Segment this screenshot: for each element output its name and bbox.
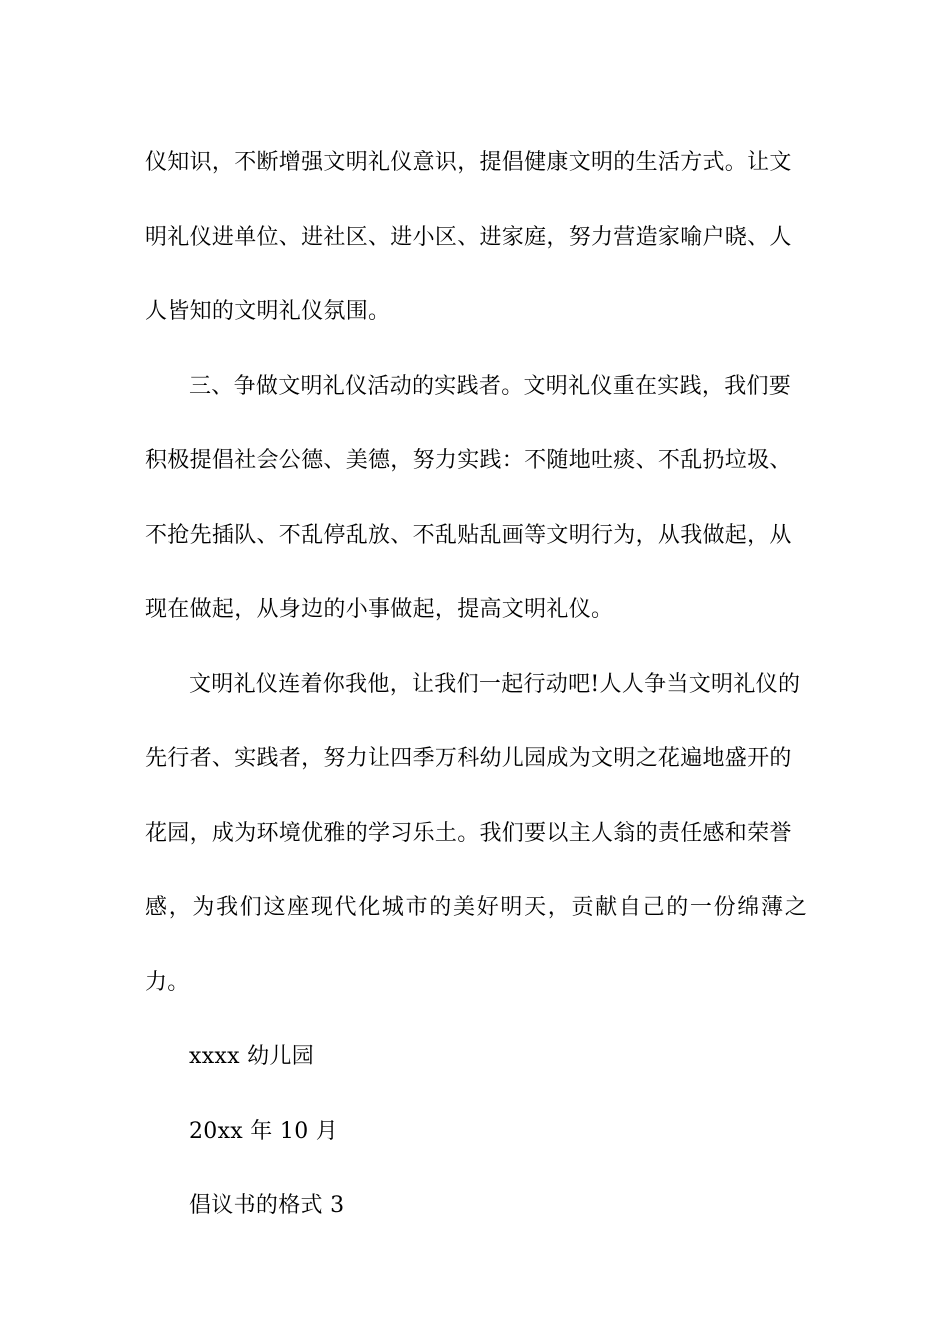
document-body [145,126,807,1244]
text-line: 不抢先插队、不乱停乱放、不乱贴乱画等文明行为，从我做起，从 [145,522,792,548]
paragraph-closing [145,648,807,1021]
paragraph-point-three [145,350,807,648]
text-line: 现在做起，从身边的小事做起，提高文明礼仪。 [145,597,614,622]
text-line: 先行者、实践者，努力让四季万科幼儿园成为文明之花遍地盛开的 [145,746,792,771]
text-line: 感，为我们这座现代化城市的美好明天，贡献自己的一份绵薄之力。 [145,895,807,995]
signature: xxxx 幼儿园 [189,1044,315,1069]
text-line: 仪知识，不断增强文明礼仪意识，提倡健康文明的生活方式。让文 [145,150,792,175]
text-line: 三、争做文明礼仪活动的实践者。文明礼仪重在实践，我们要 [189,373,792,399]
text-line: 明礼仪进单位、进社区、进小区、进家庭，努力营造家喻户晓、人 [145,224,792,250]
text-line: 人皆知的文明礼仪氛围。 [145,299,391,324]
text-line: 文明礼仪连着你我他，让我们一起行动吧!人人争当文明礼仪的 [189,671,801,697]
text-line: 花园，成为环境优雅的学习乐土。我们要以主人翁的责任感和荣誉 [145,820,792,846]
date: 20xx 年 10 月 [189,1118,339,1144]
paragraph-continuation [145,126,807,350]
text-line: 积极提倡社会公德、美德，努力实践：不随地吐痰、不乱扔垃圾、 [145,448,792,473]
section-heading: 倡议书的格式 3 [189,1193,345,1218]
